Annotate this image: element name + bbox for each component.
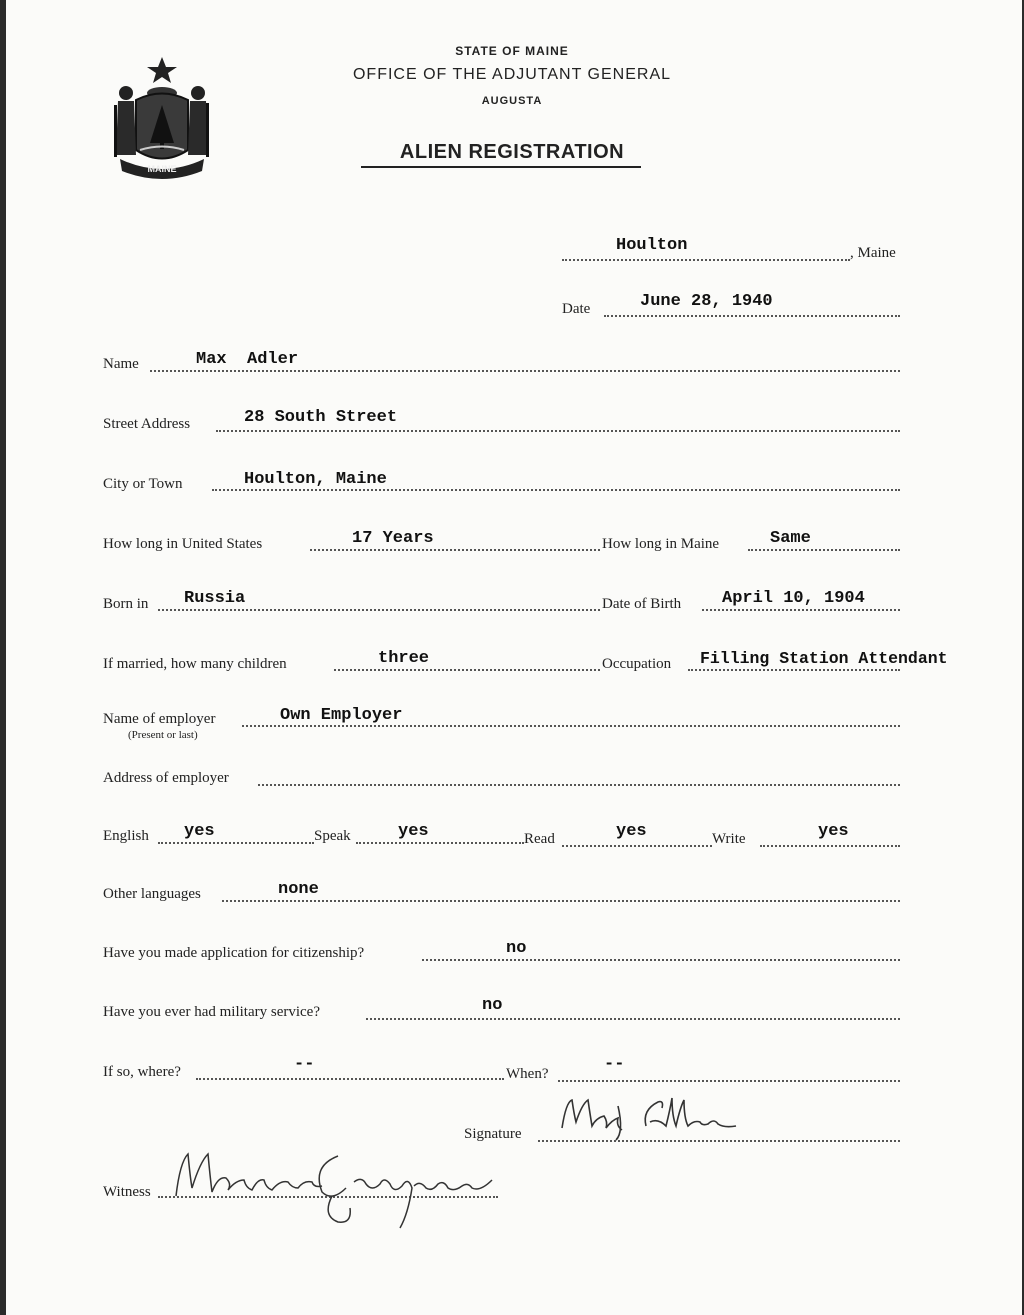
header-state: STATE OF MAINE bbox=[455, 44, 569, 58]
born-in-value[interactable]: Russia bbox=[184, 589, 246, 608]
city-value[interactable]: Houlton, Maine bbox=[244, 470, 387, 489]
speak-value[interactable]: yes bbox=[398, 822, 429, 841]
street-line bbox=[216, 430, 900, 432]
us-years-line bbox=[310, 549, 600, 551]
maine-years-line bbox=[748, 549, 900, 551]
employer-line bbox=[242, 725, 900, 727]
street-value[interactable]: 28 South Street bbox=[244, 408, 398, 427]
employer-address-label: Address of employer bbox=[103, 770, 229, 786]
witness-handwriting[interactable] bbox=[162, 1136, 502, 1236]
form-page bbox=[6, 0, 1022, 1315]
date-line bbox=[604, 315, 900, 317]
other-languages-line bbox=[222, 900, 900, 902]
place-line bbox=[562, 259, 850, 261]
dob-label: Date of Birth bbox=[602, 596, 682, 612]
place-suffix: , Maine bbox=[850, 245, 896, 261]
speak-line bbox=[356, 842, 524, 844]
employer-sublabel: (Present or last) bbox=[128, 729, 198, 741]
dob-value[interactable]: April 10, 1904 bbox=[722, 589, 865, 608]
write-line bbox=[760, 845, 900, 847]
when-value[interactable]: -- bbox=[604, 1055, 625, 1074]
occupation-value[interactable]: Filling Station Attendant bbox=[700, 649, 948, 668]
header-city: AUGUSTA bbox=[481, 95, 543, 107]
citizenship-line bbox=[422, 959, 900, 961]
signature-label: Signature bbox=[464, 1126, 522, 1142]
write-value[interactable]: yes bbox=[818, 822, 849, 841]
other-languages-value[interactable]: none bbox=[278, 880, 319, 899]
form-title: ALIEN REGISTRATION bbox=[399, 141, 625, 163]
military-line bbox=[366, 1018, 900, 1020]
citizenship-value[interactable]: no bbox=[506, 939, 527, 958]
title-underline bbox=[361, 166, 641, 168]
street-label: Street Address bbox=[103, 416, 191, 432]
read-label: Read bbox=[524, 831, 555, 847]
military-label: Have you ever had military service? bbox=[103, 1004, 320, 1020]
english-value[interactable]: yes bbox=[184, 822, 215, 841]
read-value[interactable]: yes bbox=[616, 822, 647, 841]
where-line bbox=[196, 1078, 504, 1080]
where-value[interactable]: -- bbox=[294, 1055, 315, 1074]
dob-line bbox=[702, 609, 900, 611]
occupation-line bbox=[688, 669, 900, 671]
seal-text: MAINE bbox=[147, 164, 177, 174]
date-value[interactable]: June 28, 1940 bbox=[640, 292, 773, 311]
name-line bbox=[150, 370, 900, 372]
english-line bbox=[158, 842, 314, 844]
place-value[interactable]: Houlton bbox=[616, 236, 688, 255]
citizenship-label: Have you made application for citizenship? bbox=[103, 945, 365, 961]
header-office: OFFICE OF THE ADJUTANT GENERAL bbox=[352, 66, 672, 83]
read-line bbox=[562, 845, 712, 847]
name-label: Name bbox=[103, 356, 139, 372]
occupation-label: Occupation bbox=[602, 656, 672, 672]
employer-address-line bbox=[258, 784, 900, 786]
other-languages-label: Other languages bbox=[103, 886, 201, 902]
english-label: English bbox=[103, 828, 149, 844]
born-in-label: Born in bbox=[103, 596, 149, 612]
us-years-value[interactable]: 17 Years bbox=[352, 529, 434, 548]
signature-handwriting[interactable] bbox=[546, 1092, 756, 1146]
when-label: When? bbox=[506, 1066, 549, 1082]
us-years-label: How long in United States bbox=[103, 536, 263, 552]
name-value[interactable]: Max Adler bbox=[196, 350, 299, 369]
children-value[interactable]: three bbox=[378, 649, 430, 668]
city-label: City or Town bbox=[103, 476, 183, 492]
children-label: If married, how many children bbox=[103, 656, 287, 672]
witness-label: Witness bbox=[103, 1184, 151, 1200]
city-line bbox=[212, 489, 900, 491]
born-in-line bbox=[158, 609, 600, 611]
speak-label: Speak bbox=[314, 828, 351, 844]
date-label: Date bbox=[562, 301, 591, 317]
employer-value[interactable]: Own Employer bbox=[280, 706, 403, 725]
write-label: Write bbox=[712, 831, 746, 847]
when-line bbox=[558, 1080, 900, 1082]
maine-years-value[interactable]: Same bbox=[770, 529, 811, 548]
children-line bbox=[334, 669, 600, 671]
where-label: If so, where? bbox=[103, 1064, 181, 1080]
military-value[interactable]: no bbox=[482, 996, 503, 1015]
maine-years-label: How long in Maine bbox=[602, 536, 720, 552]
employer-label: Name of employer bbox=[103, 711, 216, 727]
